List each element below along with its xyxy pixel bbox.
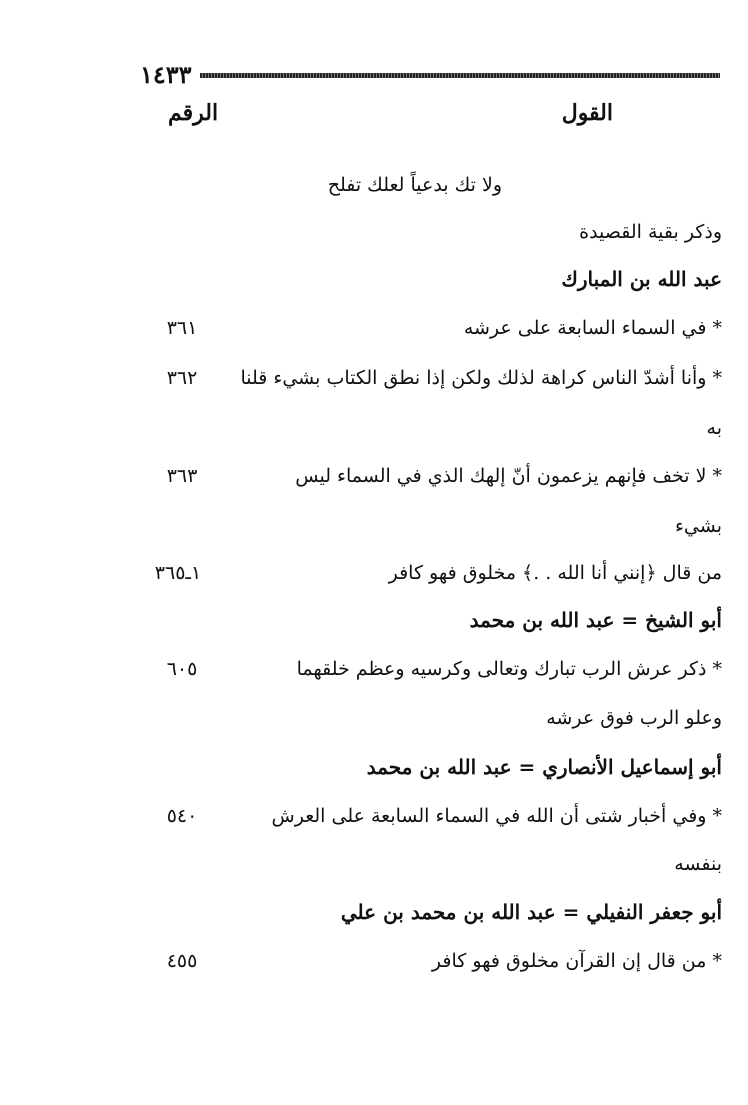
entry-text: من قال ﴿إنني أنا الله . .﴾ مخلوق فهو كافر <box>388 562 722 584</box>
entry-ref: ٣٦٢ <box>166 367 198 389</box>
author-heading: أبو الشيخ = عبد الله بن محمد <box>469 608 722 632</box>
entry-text: * وأنا أشدّ الناس كراهة لذلك ولكن إذا نطق الكتاب بشيء قلنا <box>240 367 722 389</box>
column-header-number: الرقم <box>168 100 219 126</box>
text-line: وذكر بقية القصيدة <box>579 221 722 243</box>
header-rule <box>200 73 720 78</box>
page-number: ١٤٣٣ <box>140 60 192 89</box>
entry-text: * لا تخف فإنهم يزعمون أنّ إلهك الذي في السماء ليس <box>295 465 722 487</box>
entry-text: * في السماء السابعة على عرشه <box>463 317 722 339</box>
verse-line: ولا تك بدعياً لعلك تفلح <box>327 174 502 196</box>
author-heading: عبد الله بن المبارك <box>561 267 722 291</box>
entry-ref: ١ـ٣٦٥ <box>154 562 202 584</box>
column-header-saying: القول <box>561 100 613 126</box>
entry-text: * وفي أخبار شتى أن الله في السماء السابعة على العرش <box>271 805 722 827</box>
entry-ref: ٣٦١ <box>166 317 198 339</box>
entry-continuation: به <box>706 417 722 439</box>
entry-ref: ٥٤٠ <box>166 805 198 827</box>
author-heading: أبو جعفر النفيلي = عبد الله بن محمد بن علي <box>340 900 722 924</box>
entry-text: * ذكر عرش الرب تبارك وتعالى وكرسيه وعظم خلقهما <box>296 658 722 680</box>
entry-ref: ٤٥٥ <box>166 950 198 972</box>
entry-continuation: بشيء <box>674 515 722 537</box>
entry-ref: ٣٦٣ <box>166 465 198 487</box>
author-heading: أبو إسماعيل الأنصاري = عبد الله بن محمد <box>366 755 722 779</box>
entry-text: * من قال إن القرآن مخلوق فهو كافر <box>431 950 722 972</box>
entry-continuation: وعلو الرب فوق عرشه <box>546 707 722 729</box>
entry-ref: ٦٠٥ <box>166 658 198 680</box>
entry-continuation: بنفسه <box>674 853 722 875</box>
